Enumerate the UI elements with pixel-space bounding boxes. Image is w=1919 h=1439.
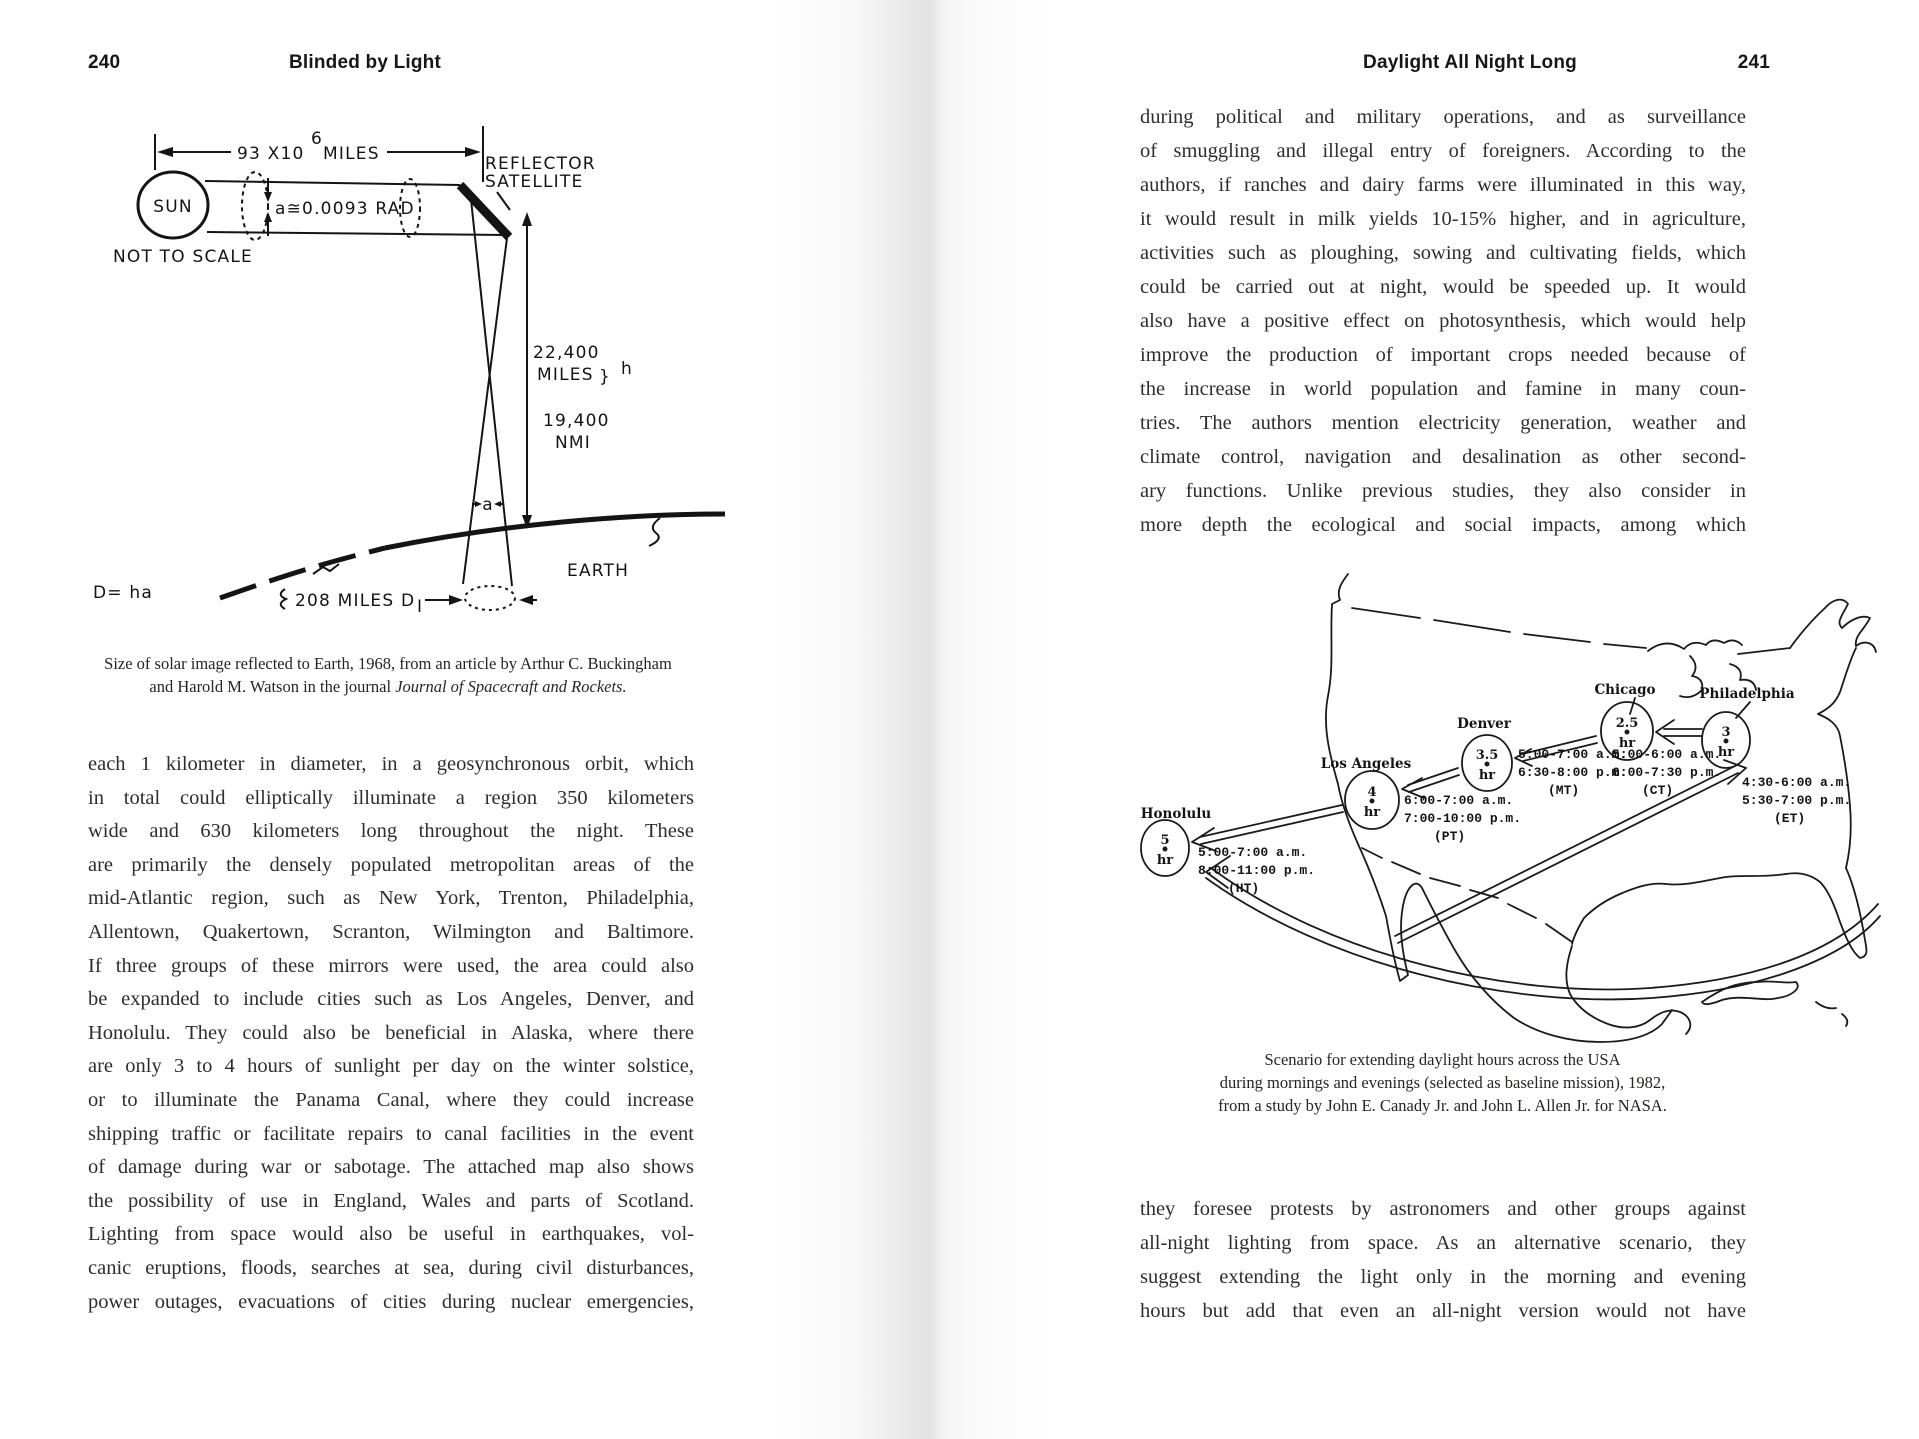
text-line: tries. The authors mention electricity generation, weather and [1140,412,1746,434]
text-line: also have a positive effect on photosynthesis, which would help [1140,310,1746,332]
text-line: in total could elliptically illuminate a region 350 kilometers [88,786,694,809]
text-line: ary functions. Unlike previous studies, they also consider in [1140,480,1746,502]
text-line: climate control, navigation and desalination as other second- [1140,446,1746,468]
text-line: are primarily the densely populated metropolitan areas of the [88,853,694,876]
beam-angle-label: a≅0.0093 RAD [275,199,415,219]
city-time-am: 5:00-7:00 a.m. [1518,747,1628,762]
text-line: more depth the ecological and social impacts, among which [1140,514,1746,536]
caption-line: Scenario for extending daylight hours across the USA [1264,1050,1621,1069]
height-brace: } [599,367,612,387]
left-page-number: 240 [88,52,121,73]
usa-daylight-map [1090,556,1880,1046]
text-line: mid-Atlantic region, such as New York, Trenton, Philadelphia, [88,887,694,910]
text-line: suggest extending the light only in the morning and evening [1140,1266,1746,1288]
dim-label-prefix: 93 X10 [237,144,305,164]
text-line: canic eruptions, floods, searches at sea, during civil disturbances, [88,1256,694,1279]
right-running-title: Daylight All Night Long [1363,52,1577,73]
page-gutter-shadow [770,0,1050,1439]
right-page-number: 241 [1737,52,1770,73]
left-body-paragraph [88,748,694,1319]
sweep-arrow-phila-chicago [1656,720,1702,744]
caption-line: Size of solar image reflected to Earth, 1968, from an article by Arthur C. Buckingham [104,654,672,673]
right-figure-caption [1140,1048,1745,1117]
text-line: activities such as ploughing, sowing and cultivating fields, which [1140,242,1746,264]
height-value-line1: 22,400 [533,343,600,363]
beam-top-line [205,181,460,185]
philadelphia-leader [1736,702,1750,718]
text-line: each 1 kilometer in diameter, in a geosynchronous orbit, which [88,753,694,775]
chicago-leader [1630,698,1635,714]
text-line: all-night lighting from space. As an alternative scenario, they [1140,1232,1746,1254]
text-line: shipping traffic or facilitate repairs to canal facilities in the event [88,1122,694,1145]
text-line: of smuggling and illegal entry of foreigners. According to the [1140,140,1746,162]
text-line: power outages, evacuations of cities during nuclear emergencies, [88,1290,694,1313]
city-timezone: (PT) [1434,829,1466,844]
text-line: it would result in milk yields 10-15% higher, and in agriculture, [1140,208,1746,230]
city-hours-unit: hr [1478,768,1496,783]
text-line: are only 3 to 4 hours of sunlight per day on the winter solstice, [88,1055,694,1078]
city-time-pm: 6:00-7:30 p.m. [1612,765,1722,780]
city-timezone: (CT) [1642,783,1674,798]
city-hours: 4 [1367,785,1377,800]
earth-label: EARTH [567,561,630,581]
height-symbol: h [621,359,633,379]
reflector-label-2: SATELLITE [485,172,584,192]
text-line: the increase in world population and famine in many coun- [1140,378,1746,400]
caption-line: during mornings and evenings (selected as baseline mission), 1982, [1219,1073,1666,1092]
earth-arc [385,514,725,548]
map-northeast-coast [1790,600,1876,652]
text-line: If three groups of these mirrors were used, the area could also [88,954,694,977]
text-line: of damage during war or sabotage. The attached map also shows [88,1156,694,1179]
text-line: authors, if ranches and dairy farms were illuminated in this way, [1140,174,1746,196]
reflector-label-1: REFLECTOR [485,154,596,174]
left-running-title: Blinded by Light [288,52,442,73]
right-body-paragraph-top [1140,100,1746,542]
nmi-value-line1: 19,400 [543,411,610,431]
city-label-los-angeles: Los Angeles [1320,756,1412,772]
map-east-coast [1818,648,1856,868]
city-hours-unit: hr [1618,736,1636,751]
reflector-bar [460,185,509,237]
city-hours: 3.5 [1475,748,1499,763]
beam-bottom-line [207,232,507,235]
caption-text: and Harold M. Watson in the journal [149,677,396,696]
text-line: be expanded to include cities such as Los Angeles, Denver, and [88,988,694,1011]
us-mexico-border [1362,848,1572,942]
caption-journal-title: Journal of Spacecraft and Rockets. [395,677,627,696]
city-time-pm: 5:30-7:00 p.m. [1742,793,1852,808]
city-label-philadelphia: Philadelphia [1699,686,1795,702]
sun-label: SUN [153,197,193,217]
city-time-pm: 8:00-11:00 p.m. [1198,863,1316,878]
text-line: could be carried out at night, would be speeded up. It would [1140,276,1746,298]
reflector-leader [497,192,510,210]
city-timezone: (MT) [1548,783,1580,798]
city-label-chicago: Chicago [1594,682,1656,698]
earth-leader-squiggle [649,518,660,546]
ground-spot-ellipse [465,586,515,610]
ground-angle-label: a [482,495,494,515]
city-hours-unit: hr [1156,853,1174,868]
city-time-am: 5:00-7:00 a.m. [1198,845,1308,860]
dim-label-exponent: 6 [311,129,324,149]
city-hours: 3 [1721,725,1731,740]
city-time-am: 4:30-6:00 a.m. [1742,775,1852,790]
not-to-scale-label: NOT TO SCALE [113,247,253,267]
city-timezone: (HT) [1228,881,1260,896]
dim-label-suffix: MILES [323,144,380,164]
text-line: or to illuminate the Panama Canal, where they could increase [88,1088,694,1111]
city-timezone: (ET) [1774,811,1806,826]
text-line: the possibility of use in England, Wales and parts of Scotland. [88,1189,694,1212]
caption-line [88,675,688,698]
city-time-pm: 7:00-10:00 p.m. [1404,811,1522,826]
left-figure-caption [88,652,688,698]
city-hours-unit: hr [1363,805,1381,820]
city-hours: 5 [1160,833,1170,848]
caption-line: from a study by John E. Canady Jr. and John L. Allen Jr. for NASA. [1218,1096,1667,1115]
text-line: Lighting from space would also be useful in earthquakes, vol- [88,1223,694,1246]
text-line: improve the production of important crops needed because of [1140,344,1746,366]
gulf-coast-outline [1572,874,1786,944]
text-line: Allentown, Quakertown, Scranton, Wilmington and Baltimore. [88,920,694,943]
city-time-am: 5:00-6:00 a.m. [1612,747,1722,762]
text-line: during political and military operations, and as surveillance [1140,106,1746,128]
city-label-honolulu: Honolulu [1140,806,1212,822]
break-squiggle [281,589,286,609]
solar-reflector-figure [85,86,730,617]
city-label-denver: Denver [1457,716,1511,732]
right-body-paragraph-bottom [1140,1192,1746,1328]
city-hours-unit: hr [1717,745,1735,760]
map-north-border [1352,608,1790,654]
text-line: hours but add that even an all-night version would not have [1140,1300,1746,1322]
formula-label: D= ha [93,583,153,603]
text-line: they foresee protests by astronomers and other groups against [1140,1198,1746,1220]
ground-dim-label: 208 MILES D [295,591,416,611]
height-value-line2: MILES [537,365,594,385]
city-time-am: 6:00-7:00 a.m. [1404,793,1514,808]
city-hours: 2.5 [1615,716,1639,731]
city-time-pm: 6:30-8:00 p.m. [1518,765,1628,780]
nmi-value-line2: NMI [555,433,591,453]
text-line: Honolulu. They could also be beneficial in Alaska, where there [88,1021,694,1044]
ground-dim-subscript: I [417,597,424,617]
text-line: wide and 630 kilometers long throughout the night. These [88,820,694,843]
